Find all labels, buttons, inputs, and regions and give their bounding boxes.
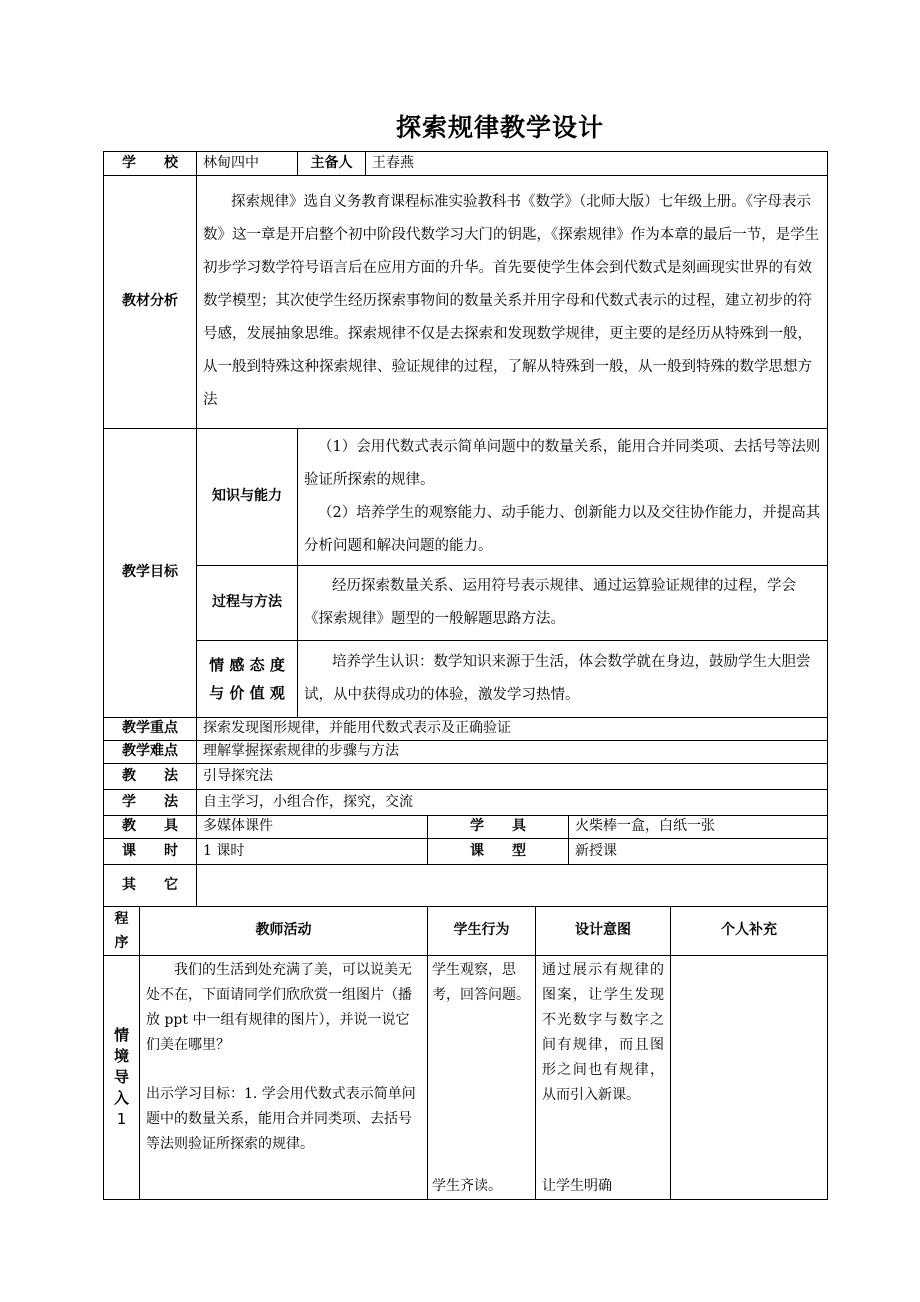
school-value: 林甸四中 — [197, 152, 298, 176]
knowledge-label: 知识与能力 — [197, 429, 298, 566]
knowledge-text-2: （2）培养学生的观察能力、动手能力、创新能力以及交往协作能力，并提高其分析问题和解决问题的能力。 — [304, 505, 821, 554]
teaching-method-value: 引导探究法 — [197, 764, 828, 790]
emotion-label-line2: 与 价 值 观 — [209, 684, 285, 702]
procedure-header-row — [104, 907, 828, 956]
analysis-label: 教材分析 — [104, 176, 197, 429]
step1-student-2: 学生齐读。 — [432, 1178, 502, 1194]
teaching-method-row — [104, 764, 828, 790]
learning-method-label: 学 法 — [104, 790, 197, 816]
key-point-value: 探索发现图形规律，并能用代数式表示及正确验证 — [197, 718, 828, 741]
difficulty-row — [104, 741, 828, 764]
teacher-tools-label: 教 具 — [104, 816, 197, 839]
step1-personal — [671, 956, 828, 1200]
step-header-char-2: 序 — [114, 935, 129, 951]
key-point-row — [104, 718, 828, 741]
difficulty-value: 理解掌握探索规律的步骤与方法 — [197, 741, 828, 764]
teaching-method-label: 教 法 — [104, 764, 197, 790]
teacher-activity-header: 教师活动 — [140, 907, 428, 956]
emotion-label-line1: 情 感 态 度 — [209, 656, 285, 674]
design-intent-header: 设计意图 — [536, 907, 671, 956]
lesson-hours-label: 课 时 — [104, 839, 197, 865]
teacher-tools-value: 多媒体课件 — [197, 816, 428, 839]
step1-student-1: 学生观察，思考，回答问题。 — [432, 962, 530, 1003]
lesson-hours-value: 1 课时 — [197, 839, 428, 865]
lesson-type-label: 课 型 — [428, 839, 569, 865]
other-value — [197, 865, 828, 907]
step1-label-char-4: 入 — [113, 1089, 129, 1107]
goal-emotion-row — [104, 641, 828, 718]
process-label: 过程与方法 — [197, 566, 298, 641]
step-header-char-1: 程 — [114, 911, 129, 927]
preparer-label: 主备人 — [298, 152, 366, 176]
preparer-value: 王春燕 — [366, 152, 828, 176]
student-tools-label: 学 具 — [428, 816, 569, 839]
tools-row — [104, 816, 828, 839]
analysis-text: 探索规律》选自义务教育课程标准实验教科书《数学》（北师大版）七年级上册。《字母表示数》这一章是开启整个初中阶段代数学习大门的钥匙，《探索规律》作为本章的最后一节，是学生初步学习数学符号语言后在应用方面的升华。首先要使学生体会到代数式是刻画现实世界的有效数学模型；其次使学生经历探索事物间的数量关系并用字母和代数式表示的过程，建立初步的符号感，发展抽象思维。探索规律不仅是去探索和发现数学规律，更主要的是经历从特殊到一般，从一般到特殊这种探索规律、验证规律的过程，了解从特殊到一般，从一般到特殊的数学思想方法 — [203, 193, 820, 408]
knowledge-text-1: （1）会用代数式表示简单问题中的数量关系，能用合并同类项、去括号等法则验证所探索的规律。 — [304, 439, 821, 488]
step1-label-char-5: 1 — [116, 1110, 127, 1128]
lesson-plan-table — [103, 151, 828, 1200]
process-text: 经历探索数量关系、运用符号表示规律、通过运算验证规律的过程，学会《探索规律》题型的一般解题思路方法。 — [304, 578, 796, 627]
step1-label-char-3: 导 — [113, 1068, 129, 1086]
other-label: 其 它 — [104, 865, 197, 907]
info-row — [104, 152, 828, 176]
page-title: 探索规律教学设计 — [395, 113, 604, 142]
difficulty-label: 教学难点 — [104, 741, 197, 764]
student-behavior-header: 学生行为 — [428, 907, 536, 956]
learning-method-value: 自主学习，小组合作，探究，交流 — [197, 790, 828, 816]
step1-intent-2: 让学生明确 — [542, 1178, 612, 1194]
step1-label-char-2: 境 — [113, 1047, 129, 1065]
goal-process-row — [104, 566, 828, 641]
lesson-row — [104, 839, 828, 865]
step1-label-char-1: 情 — [113, 1026, 129, 1044]
step1-row — [104, 956, 828, 1200]
school-label: 学 校 — [104, 152, 197, 176]
student-tools-value: 火柴棒一盒，白纸一张 — [569, 816, 828, 839]
goals-label: 教学目标 — [104, 429, 197, 718]
key-point-label: 教学重点 — [104, 718, 197, 741]
lesson-type-value: 新授课 — [569, 839, 828, 865]
goal-knowledge-row — [104, 429, 828, 566]
emotion-text: 培养学生认识：数学知识来源于生活，体会数学就在身边，鼓励学生大胆尝试，从中获得成功的体验，激发学习热情。 — [304, 654, 811, 703]
step1-intent-1: 通过展示有规律的图案，让学生发现不光数字与数字之间有规律，而且图形之间也有规律，从而引入新课。 — [542, 962, 664, 1103]
analysis-row — [104, 176, 828, 429]
step1-teacher-p2: 出示学习目标：1. 学会用代数式表示简单问题中的数量关系，能用合并同类项、去括号等法则验证所探索的规律。 — [146, 1086, 416, 1152]
personal-addition-header: 个人补充 — [671, 907, 828, 956]
learning-method-row — [104, 790, 828, 816]
other-row — [104, 865, 828, 907]
step1-teacher-p1: 我们的生活到处充满了美，可以说美无处不在，下面请同学们欣欣赏一组图片（播放 ppt 中一组有规律的图片），并说一说它们美在哪里？ — [146, 962, 412, 1053]
